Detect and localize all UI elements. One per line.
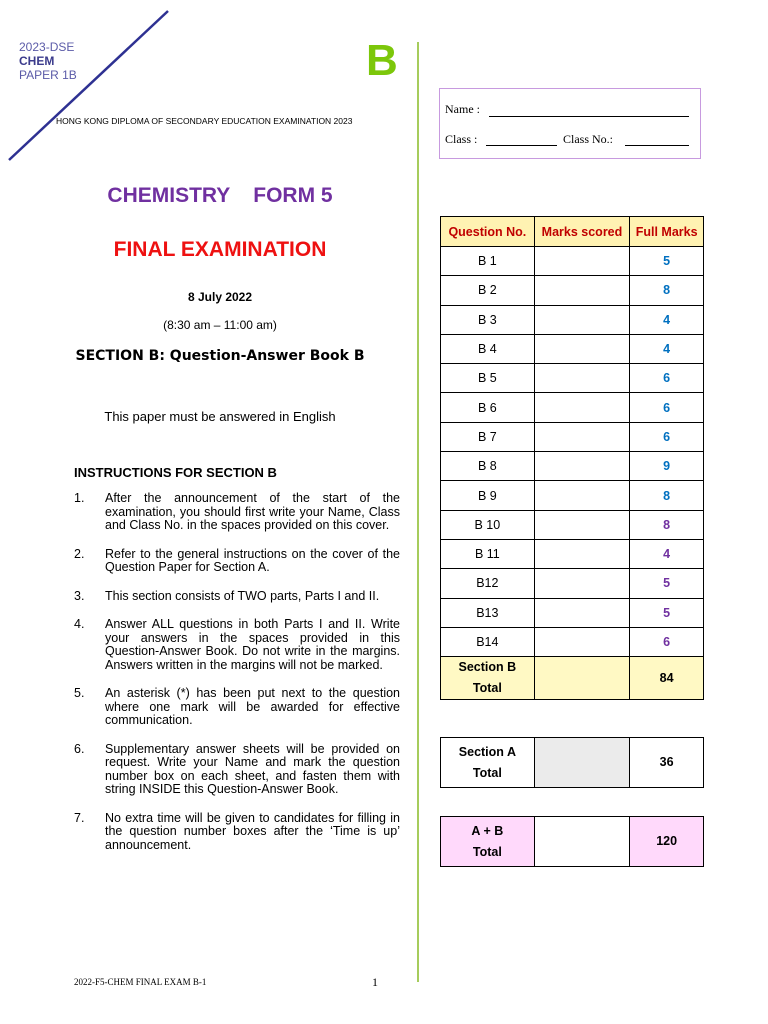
marks-scored-cell[interactable] [534,305,630,334]
instruction-text: An asterisk (*) has been put next to the question where one mark will be awarded for effective communication. [105,686,400,727]
class-no-label: Class No.: [563,132,614,146]
candidate-info-box [439,88,701,159]
instruction-item [74,687,400,728]
paper-code: PAPER 1B [19,68,77,82]
marks-scored-cell[interactable] [534,364,630,393]
marks-table-row [441,452,704,481]
combined-total-table [440,816,704,867]
marks-scored-cell[interactable] [534,598,630,627]
vertical-divider [417,42,419,982]
full-marks-cell: 4 [630,305,704,334]
ab-label: A + B [471,823,504,838]
question-number-cell: B 4 [441,334,535,363]
marks-scored-cell[interactable] [534,334,630,363]
marks-table-row [441,393,704,422]
class-label: Class : [445,132,478,146]
full-marks-cell: 6 [630,422,704,451]
question-number-cell: B13 [441,598,535,627]
exam-type-title: FINAL EXAMINATION [113,238,327,261]
marks-scored-cell[interactable] [534,569,630,598]
combined-total-value: 120 [630,817,704,867]
question-number-cell: B 8 [441,452,535,481]
full-marks-cell: 4 [630,539,704,568]
section-b-total-row [441,657,704,700]
full-marks-cell: 5 [630,247,704,276]
marks-table-row [441,598,704,627]
marks-scored-cell[interactable] [534,627,630,656]
combined-total-row [441,817,704,867]
question-number-cell: B12 [441,569,535,598]
marks-table-row [441,334,704,363]
page-number: 1 [372,975,378,989]
question-number-cell: B 7 [441,422,535,451]
marks-table-row [441,422,704,451]
instruction-text: No extra time will be given to candidates for filling in the question number boxes after the ‘Time is up’ announcement. [105,810,400,852]
full-marks-cell: 6 [630,364,704,393]
instruction-item [74,743,400,797]
total-label: Total [472,844,502,859]
marks-table-row [441,247,704,276]
instruction-text: Supplementary answer sheets will be provided on request. Write your Name and mark the question number box on each sheet, and fasten them with string INSIDE this Question-Answer Book. [105,741,400,796]
exam-title: HONG KONG DIPLOMA OF SECONDARY EDUCATION EXAMINATION 2023 [56,116,353,126]
language-note: This paper must be answered in English [104,409,336,424]
full-marks-cell: 8 [630,276,704,305]
instruction-item [74,548,400,575]
marks-table-row [441,481,704,510]
question-number-cell: B 11 [441,539,535,568]
full-marks-cell: 8 [630,510,704,539]
instruction-number: 2. [74,546,85,561]
combined-total-label [441,817,535,867]
instruction-number: 3. [74,588,85,603]
full-marks-cell: 4 [630,334,704,363]
marks-table-row [441,305,704,334]
section-b-total-label [441,657,535,700]
question-number-cell: B 2 [441,276,535,305]
section-b-marks-scored-cell[interactable] [534,657,630,700]
section-a-total-value: 36 [630,738,704,788]
exam-code-block [19,40,77,82]
full-marks-cell: 6 [630,393,704,422]
marks-scored-cell[interactable] [534,510,630,539]
instruction-number: 4. [74,617,85,631]
marks-table-row [441,276,704,305]
header-marks-scored: Marks scored [534,217,630,247]
full-marks-cell: 8 [630,481,704,510]
section-a-marks-scored-cell[interactable] [534,738,630,788]
instruction-text: Refer to the general instructions on the cover of the Question Paper for Section A. [105,546,400,574]
instruction-number: 7. [74,810,85,825]
footer-code: 2022-F5-CHEM FINAL EXAM B-1 [74,977,207,987]
marks-scored-cell[interactable] [534,452,630,481]
instruction-text: After the announcement of the start of the examination, you should first write your Name, Class and Class No. in the spaces provided on this cover. [105,491,400,532]
instruction-item [74,812,400,853]
instruction-text: Answer ALL questions in both Parts I and II. Write your answers in the spaces provided in this Question-Answer Book. Do not write in the margins. Answers written in the margins will not be marked. [105,617,400,672]
name-field[interactable] [489,116,689,117]
marks-scored-cell[interactable] [534,539,630,568]
exam-date: 8 July 2022 [187,290,253,304]
marks-table-row [441,539,704,568]
year-code: 2023-DSE [19,40,75,54]
instruction-number: 5. [74,686,85,700]
class-field[interactable] [486,145,557,146]
section-b-total-value: 84 [630,657,704,700]
name-label: Name : [445,102,480,116]
question-number-cell: B 6 [441,393,535,422]
full-marks-cell: 6 [630,627,704,656]
paper-letter: B [366,36,398,85]
instructions-list [74,492,400,852]
marks-scored-cell[interactable] [534,481,630,510]
marks-table-row [441,510,704,539]
header-question-no: Question No. [441,217,535,247]
marks-table-body [441,247,704,657]
marks-table-row [441,627,704,656]
marks-scored-cell[interactable] [534,276,630,305]
marks-scored-cell[interactable] [534,393,630,422]
section-a-total-row [441,738,704,788]
marks-scored-cell[interactable] [534,422,630,451]
question-number-cell: B 10 [441,510,535,539]
total-label: Total [472,681,502,696]
question-number-cell: B 1 [441,247,535,276]
instruction-item [74,618,400,672]
exam-time: (8:30 am – 11:00 am) [163,318,277,332]
instruction-number: 1. [74,491,85,505]
subject-code: CHEM [19,54,55,68]
marks-scored-cell[interactable] [534,247,630,276]
section-title: SECTION B: Question-Answer Book B [75,348,365,364]
marks-table-header-row [441,217,704,247]
section-b-label: Section B [458,660,517,675]
section-a-label: Section A [458,744,516,759]
instructions-heading: INSTRUCTIONS FOR SECTION B [74,465,277,480]
instruction-text: This section consists of TWO parts, Parts I and II. [105,588,380,603]
instruction-number: 6. [74,741,85,756]
section-a-table [440,737,704,788]
marks-table-row [441,364,704,393]
total-label: Total [472,765,502,780]
combined-marks-scored-cell[interactable] [534,817,630,867]
question-number-cell: B 5 [441,364,535,393]
corner-diagonal-line [0,0,180,170]
marks-table-row [441,569,704,598]
question-number-cell: B 3 [441,305,535,334]
instruction-item [74,492,400,533]
full-marks-cell: 5 [630,598,704,627]
full-marks-cell: 9 [630,452,704,481]
question-number-cell: B14 [441,627,535,656]
instruction-item [74,590,400,604]
marks-table [440,216,704,700]
header-full-marks: Full Marks [630,217,704,247]
question-number-cell: B 9 [441,481,535,510]
class-no-field[interactable] [625,145,689,146]
full-marks-cell: 5 [630,569,704,598]
subject-title: CHEMISTRY FORM 5 [107,184,333,207]
section-a-total-label [441,738,535,788]
